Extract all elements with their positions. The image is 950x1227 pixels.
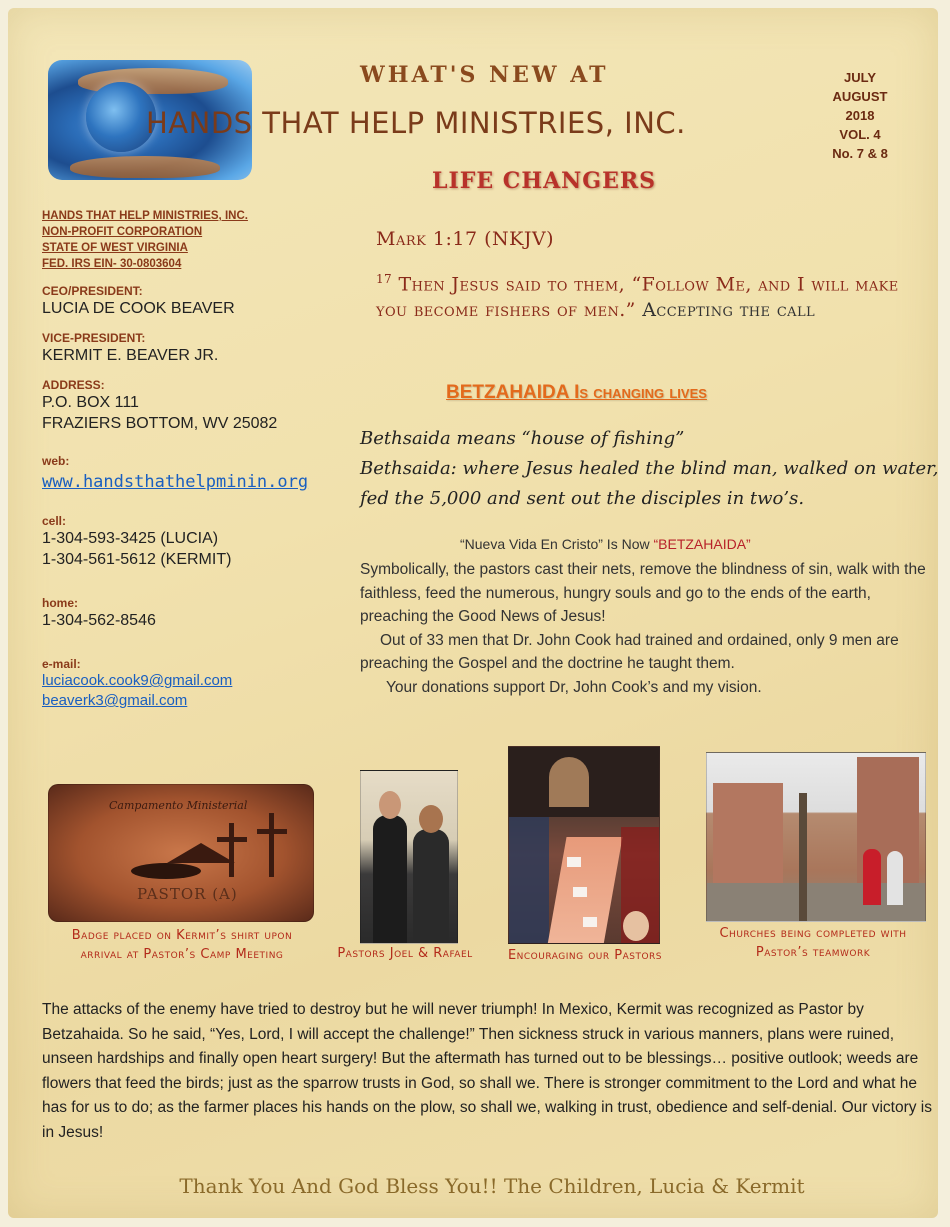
badge-camp-text: Campamento Ministerial	[109, 799, 248, 812]
cross-icon	[217, 837, 247, 842]
verse-text: Then Jesus said to them, “Follow Me, and I will make you become fishers of men.”	[376, 273, 899, 322]
house-icon	[167, 843, 235, 863]
worker-figure	[887, 851, 903, 905]
article-paragraph: Symbolically, the pastors cast their nets, remove the blindness of sin, walk with the faithless, feed the numerous, hungry souls and go to the ends of the earth, preaching the Good News of Jesus!	[360, 561, 926, 626]
pastors-photo	[360, 770, 458, 944]
nueva-prefix: “Nueva Vida En Cristo” Is Now	[460, 536, 654, 552]
caption-churches: Churches being completed with Pastor’s teamwork	[719, 926, 907, 960]
scripture-reference: Mark 1:17 (NKJV)	[376, 228, 555, 250]
closing-text: The attacks of the enemy have tried to destroy but he will never triumph! In Mexico, Kermit was recognized as Pastor by Betzahaida. So he said, “Yes, Lord, I will accept the challenge!” Then sickness struck in various manners, plans were ruined, unseen hardships and finally open heart surgery! But the aftermath has turned out to be blessings… positive outlook; weeds are flowers that feed the birds; just as the sparrow trusts in God, so shall we. There is stronger commitment to the Lord and what he has for us to do; as the farmer places his hands on the plow, so shall we, walking in trust, obedience and self-denial. Our victory is in Jesus!	[42, 1001, 932, 1141]
scripture-verse	[376, 266, 916, 323]
cell-kermit: 1-304-561-5612 (KERMIT)	[42, 551, 232, 568]
email-link-kermit[interactable]: beaverk3@gmail.com	[42, 692, 188, 709]
home-label: home:	[42, 596, 78, 610]
nueva-name: “BETZAHAIDA”	[653, 536, 751, 552]
issue-year: 2018	[845, 108, 875, 123]
hand-bottom-graphic	[70, 156, 220, 178]
bethsaida-text	[360, 424, 940, 514]
photo-arch	[549, 757, 589, 807]
vp-label: VICE-PRESIDENT:	[42, 331, 146, 345]
email-link-lucia[interactable]: luciacook.cook9@gmail.com	[42, 672, 233, 689]
worker-figure	[863, 849, 881, 905]
accepting-call: Accepting the call	[635, 299, 816, 322]
issue-volume: VOL. 4	[839, 127, 881, 142]
org-line: HANDS THAT HELP MINISTRIES, INC.	[42, 210, 248, 222]
website-link[interactable]: www.handsthathelpminin.org	[42, 472, 309, 492]
bethsaida-line-1: Bethsaida means “house of fishing”	[360, 428, 685, 449]
brick-wall	[713, 783, 783, 893]
heading-rest: Is changing lives	[568, 382, 707, 403]
newsletter-page	[8, 8, 938, 1218]
article-paragraph: Out of 33 men that Dr. John Cook had trained and ordained, only 9 men are preaching the Gospel and the doctrine he taught them.	[360, 631, 899, 673]
caption-pastors: Pastors Joel & Rafael	[337, 946, 473, 961]
article-body	[360, 558, 932, 700]
address-line-2: FRAZIERS BOTTOM, WV 25082	[42, 415, 278, 432]
cell-label: cell:	[42, 514, 67, 528]
email-label: e-mail:	[42, 657, 81, 671]
fish-icon	[131, 863, 201, 879]
dinner-photo	[508, 746, 660, 944]
ceo-name: LUCIA DE COOK BEAVER	[42, 300, 235, 317]
person-head	[419, 805, 443, 833]
caption-badge: Badge placed on Kermit’s shirt upon arrival at Pastor’s Camp Meeting	[71, 928, 293, 962]
org-line: FED. IRS EIN- 30-0803604	[42, 258, 182, 270]
issue-month-2: AUGUST	[832, 89, 888, 104]
ministry-name: HANDS THAT HELP MINISTRIES, INC.	[146, 106, 686, 140]
cross-icon	[229, 823, 234, 877]
concrete-post	[799, 793, 807, 921]
cell-lucia: 1-304-593-3425 (LUCIA)	[42, 530, 219, 547]
verse-number: 17	[376, 272, 393, 286]
org-line: NON-PROFIT CORPORATION	[42, 226, 203, 238]
whats-new-title: WHAT'S NEW AT	[360, 62, 609, 88]
people-group	[509, 817, 549, 944]
vp-name: KERMIT E. BEAVER JR.	[42, 347, 219, 364]
person-head	[379, 791, 401, 819]
life-changers-title: LIFE CHANGERS	[432, 168, 657, 194]
closing-paragraph	[42, 998, 932, 1146]
bethsaida-line-2: Bethsaida: where Jesus healed the blind man, walked on water, fed the 5,000 and sent out the disciples in two’s.	[360, 458, 939, 509]
thanks-line: Thank You And God Bless You!! The Children, Lucia & Kermit	[179, 1174, 805, 1198]
person-figure	[413, 829, 449, 944]
web-label: web:	[42, 454, 70, 468]
person-figure	[373, 815, 407, 944]
contact-sidebar	[42, 208, 342, 711]
church-construction-photo	[706, 752, 926, 922]
betzahaida-heading	[446, 382, 707, 404]
issue-month-1: JULY	[843, 70, 877, 85]
cross-icon	[269, 813, 274, 877]
ceo-label: CEO/PRESIDENT:	[42, 284, 143, 298]
org-line: STATE OF WEST VIRGINIA	[42, 242, 188, 254]
caption-encouraging: Encouraging our Pastors	[507, 948, 663, 963]
org-info	[42, 208, 342, 272]
heading-main: BETZAHAIDA	[446, 382, 569, 403]
issue-number: No. 7 & 8	[832, 146, 888, 161]
article-paragraph: Your donations support Dr, John Cook’s and my vision.	[386, 678, 762, 696]
address-line-1: P.O. BOX 111	[42, 394, 139, 411]
person-face	[623, 911, 649, 941]
address-label: ADDRESS:	[42, 378, 105, 392]
badge-photo	[48, 784, 314, 922]
napkin	[583, 917, 597, 927]
cross-icon	[257, 829, 287, 834]
issue-info	[820, 68, 900, 163]
napkin	[573, 887, 587, 897]
badge-pastor-text: PASTOR (A)	[137, 885, 238, 903]
napkin	[567, 857, 581, 867]
home-phone: 1-304-562-8546	[42, 612, 156, 629]
nueva-vida-line	[460, 536, 751, 552]
